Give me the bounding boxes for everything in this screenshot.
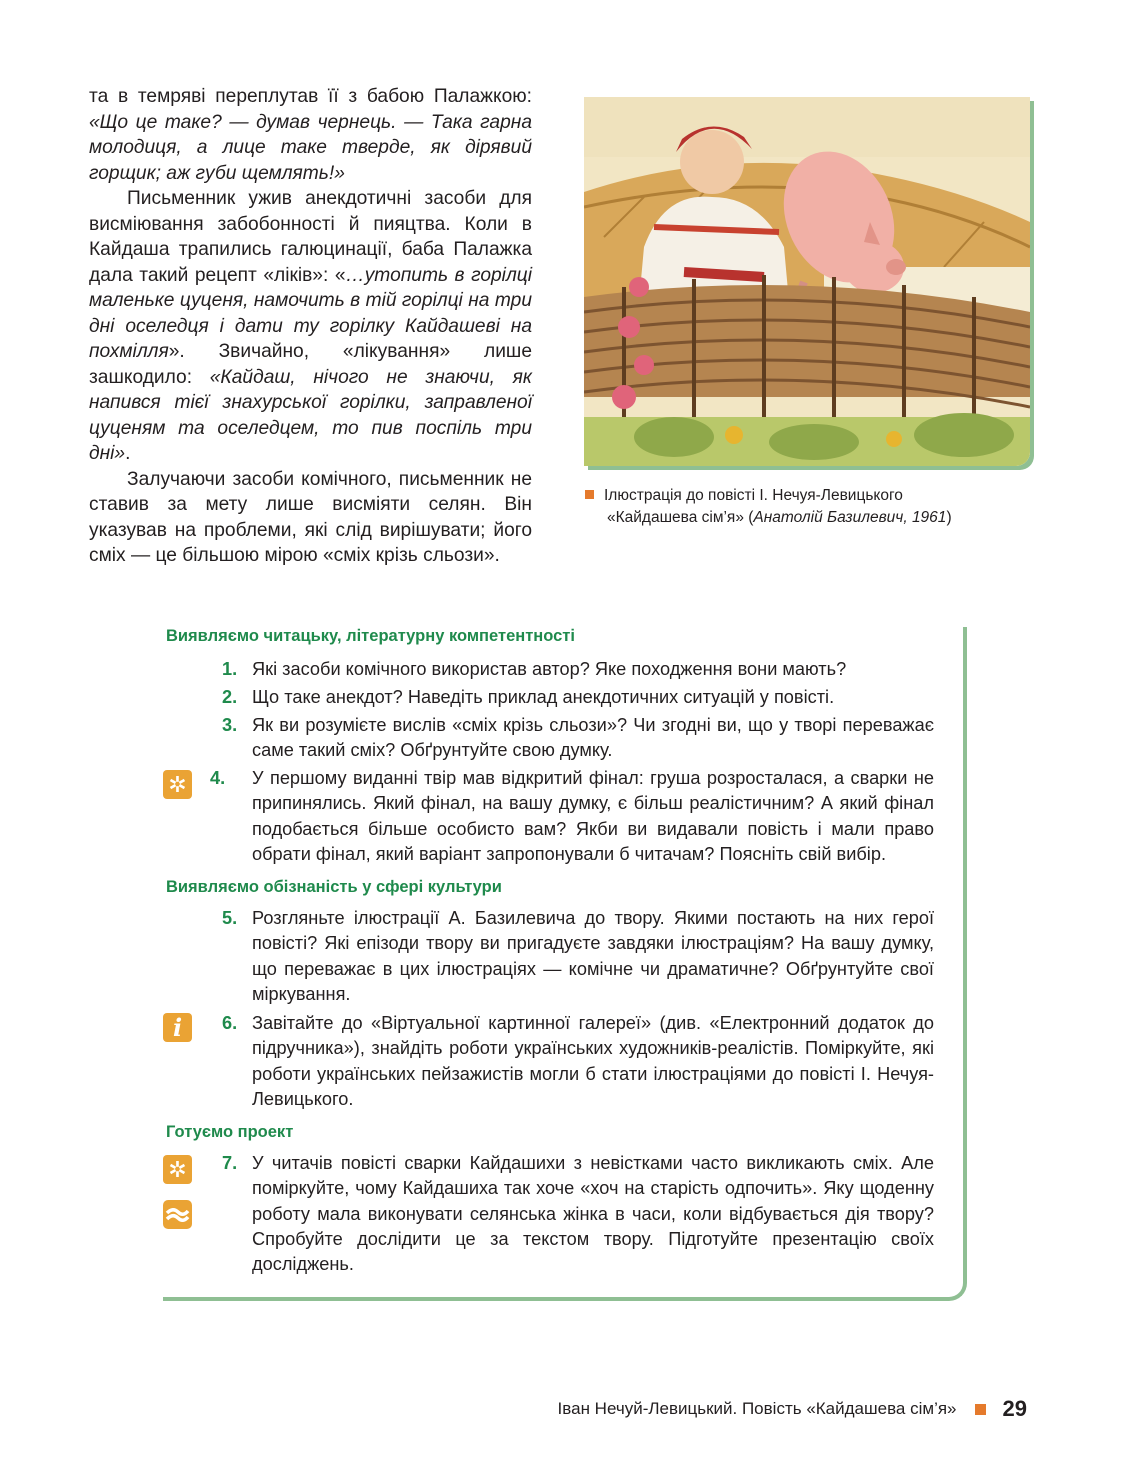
project-icon	[163, 1200, 192, 1229]
task-text: Розгляньте ілюстрації А. Базилевича до твору. Якими постають на них герої повісті? Які епізоди твору ви пригадуєте завдяки ілюстраціям? На вашу думку, що переважає в цих ілюстраціях — комічне чи драматичне? Обґрунтуйте свої міркування.	[252, 908, 934, 1004]
paragraph-2: Письменник ужив анекдотичні засоби для висміювання забобонності й пияцтва. Коли в Кайдаша трапились галюцинації, баба Палажка дала такий рецепт «ліків»: «…утопить в горілці маленьке цуценя, намочить в тій горілці на три дні оселедця і дати ту горілку Кайдашеві на похмілля». Звичайно, «лікування» лише зашкодило: «Кайдаш, нічого не знаючи, як напився тієї знахурської горілки, заправленої цуценям та оселедцем, то пив поспіль три дні».	[89, 188, 532, 464]
task-number: 6.	[222, 1013, 238, 1033]
task-number: 4.	[210, 768, 226, 788]
task-number: 7.	[222, 1153, 238, 1173]
quote-kaydash: «Кайдаш, нічого не знаючи, як напився тієї знахурської горілки, заправленої цуценям та оселедцем, то пив поспіль три дні»	[89, 366, 532, 464]
quote-monk: «Що це таке? — думав чернець. — Така гарна молодиця, а лице таке тверде, як дірявий горщик; аж губи щемлять!»	[89, 111, 532, 184]
task-text: У першому виданні твір мав відкритий фінал: груша розросталася, а сварки не припинялись. Який фінал, на вашу думку, є більш реалістичним? А який фінал подобається більше особисто вам? Якби ви видавали повість і мали право обрати фінал, який варіант запропонували б читачам? Поясніть свій вибір.	[252, 768, 934, 864]
creative-task-icon: ✲	[163, 770, 192, 799]
project-icon-shape	[163, 1200, 192, 1229]
page-number: 29	[1002, 1396, 1027, 1421]
task-7	[222, 1151, 934, 1277]
page-footer	[558, 1396, 1027, 1422]
task-number: 3.	[222, 715, 238, 735]
task-4	[210, 766, 934, 867]
task-1	[222, 657, 934, 682]
task-2	[222, 685, 934, 710]
section-heading-culture: Виявляємо обізнаність у сфері культури	[166, 878, 502, 896]
footer-square	[975, 1404, 986, 1415]
info-icon: i	[163, 1013, 192, 1042]
task-text: Як ви розумієте вислів «сміх крізь сльози»? Чи згодні ви, що у творі переважає саме такий сміх? Обґрунтуйте свою думку.	[252, 715, 934, 761]
running-title: Іван Нечуй-Левицький. Повість «Кайдашева сім’я»	[557, 1399, 957, 1418]
caption-bullet	[585, 490, 594, 499]
caption-line-2: «Кайдашева сім’я» (Анатолій Базилевич, 1961)	[607, 509, 952, 526]
caption-author: Анатолій Базилевич, 1961	[753, 509, 947, 526]
body-text-column	[89, 84, 532, 569]
task-text: Які засоби комічного використав автор? Яке походження вони мають?	[252, 659, 847, 679]
creative-task-icon: ✲	[163, 1155, 192, 1184]
task-5	[222, 906, 934, 1007]
illustration	[584, 97, 1030, 466]
task-number: 1.	[222, 659, 238, 679]
task-3	[222, 713, 934, 764]
quote-recipe: …утопить в горілці маленьке цуценя, намочить в тій горілці на три дні оселедця і дати ту горілку Кайдашеві на похмілля	[89, 264, 532, 362]
task-text: У читачів повісті сварки Кайдашихи з невістками часто викликають сміх. Але поміркуйте, чому Кайдашиха так хоче «хоч на старість одпочить». Яку щоденну роботу мала виконувати селянська жінка в часи, коли відбувається дія твору? Спробуйте дослідити це за текстом твору. Підготуйте презентацію своїх досліджень.	[252, 1153, 934, 1275]
task-6	[222, 1011, 934, 1112]
illustration-drawing	[584, 97, 1030, 466]
section-heading-reading: Виявляємо читацьку, літературну компетентності	[166, 627, 575, 645]
paragraph-3: Залучаючи засоби комічного, письменник не ставив за мету лише висміяти селян. Він указував на проблеми, які слід вирішувати; його сміх — це більшою мірою «сміх крізь сльози».	[89, 468, 532, 566]
paragraph-1: та в темряві переплутав її з бабою Палажкою: «Що це таке? — думав чернець. — Така гарна молодиця, а лице таке тверде, як дірявий горщик; аж губи щемлять!»	[89, 86, 532, 184]
section-heading-project: Готуємо проект	[166, 1123, 294, 1141]
task-number: 5.	[222, 908, 238, 928]
task-text: Що таке анекдот? Наведіть приклад анекдотичних ситуацій у повісті.	[252, 687, 835, 707]
task-number: 2.	[222, 687, 238, 707]
illustration-caption: Ілюстрація до повісті І. Нечуя-Левицького «Кайдашева сім’я» (Анатолій Базилевич, 1961)	[585, 485, 1025, 529]
task-text: Завітайте до «Віртуальної картинної галереї» (див. «Електронний додаток до підручника»), знайдіть роботи українських художників-реалістів. Поміркуйте, які роботи українських пейзажистів могли б стати ілюстраціями до повісті І. Нечуя-Левицького.	[252, 1013, 934, 1109]
